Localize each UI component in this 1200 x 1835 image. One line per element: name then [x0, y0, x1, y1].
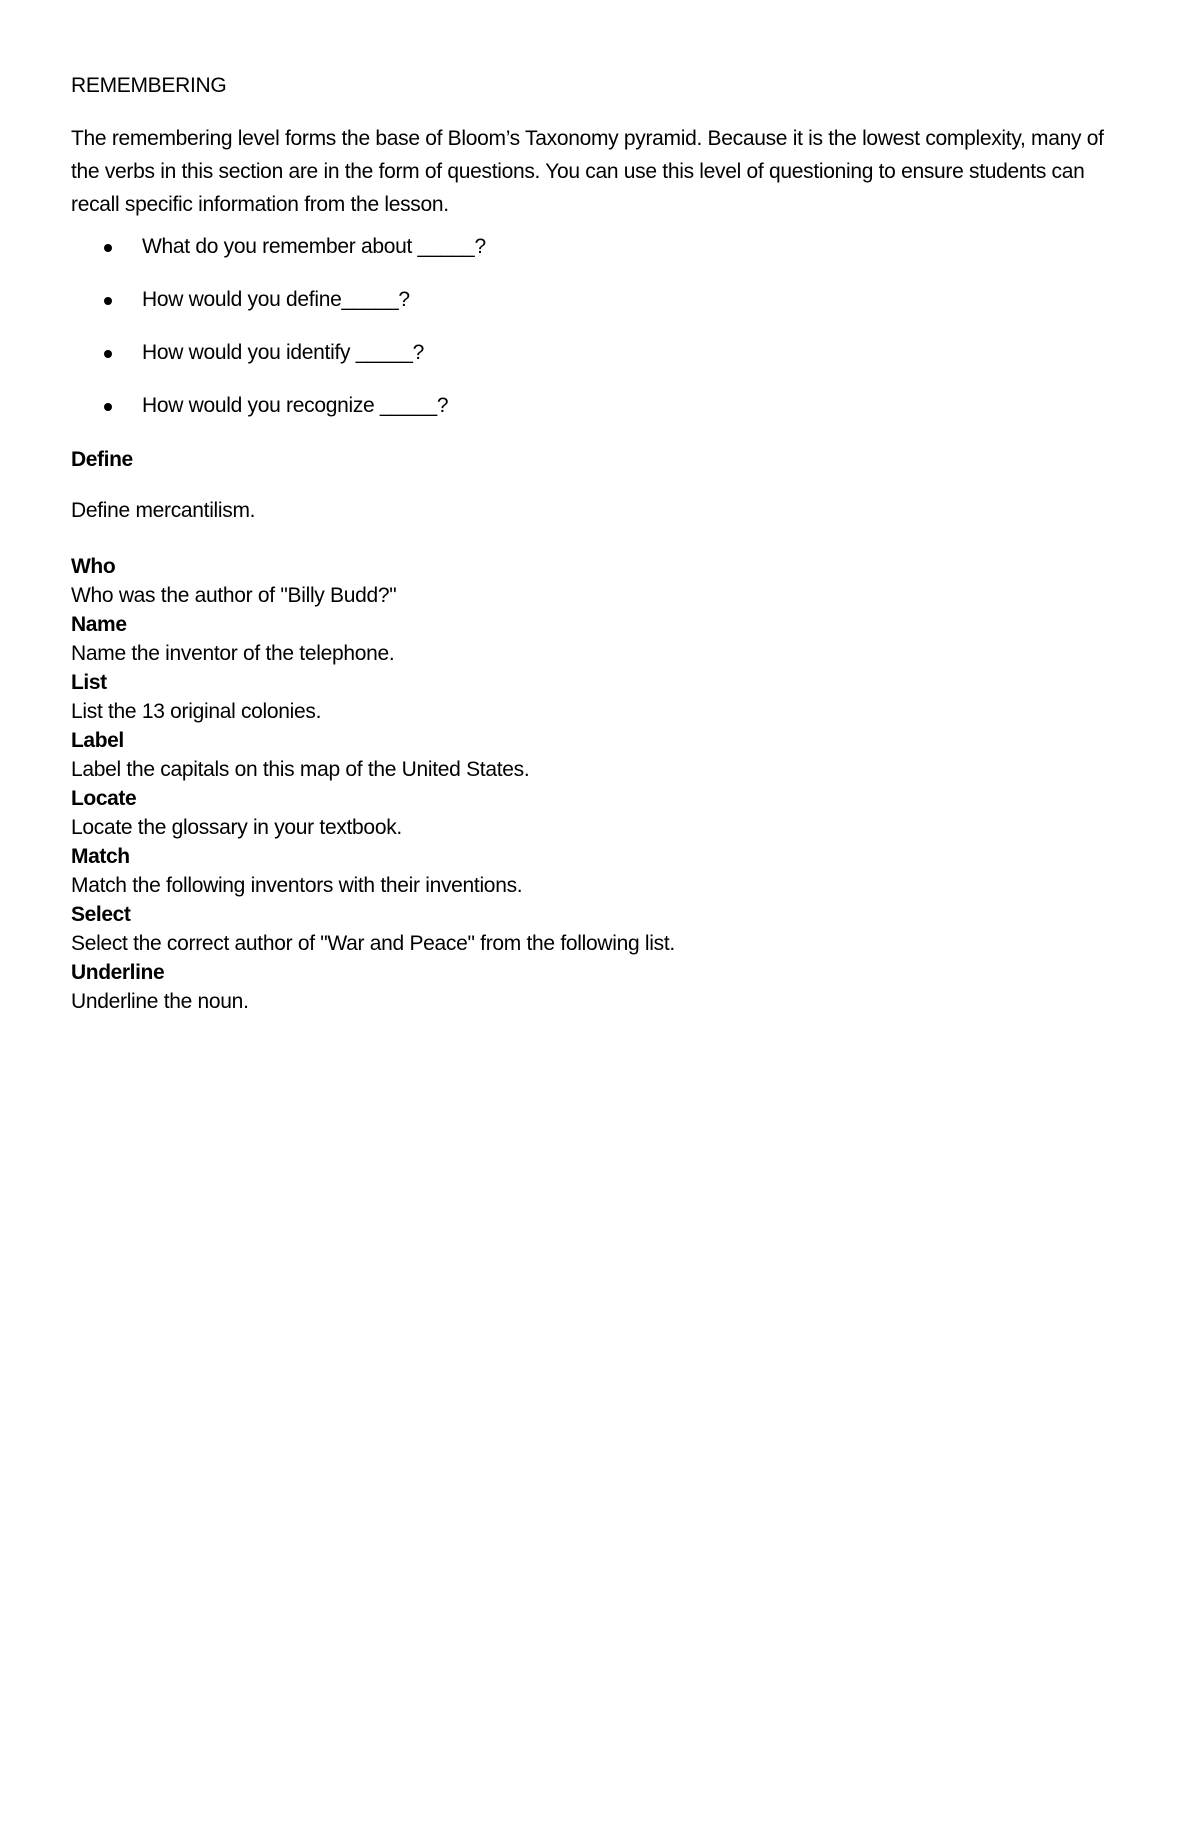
- verb-block: [71, 900, 1130, 958]
- verb-heading: Match: [71, 845, 130, 868]
- verb-heading: Underline: [71, 961, 165, 984]
- verb-example: Locate the glossary in your textbook.: [71, 816, 402, 839]
- verb-example: Define mercantilism.: [71, 499, 256, 522]
- verb-heading: Label: [71, 729, 124, 752]
- question-text: What do you remember about _____?: [142, 235, 486, 258]
- bullet-icon: [104, 297, 112, 305]
- bullet-icon: [104, 244, 112, 252]
- verb-example: Label the capitals on this map of the United States.: [71, 758, 530, 781]
- verb-block: [71, 958, 1130, 1016]
- question-text: How would you define_____?: [142, 288, 410, 311]
- list-item: [71, 286, 1130, 314]
- verb-heading: Locate: [71, 787, 137, 810]
- verb-block: [71, 668, 1130, 726]
- verb-block: [71, 552, 1130, 610]
- section-title: REMEMBERING: [71, 74, 227, 97]
- list-item: [71, 339, 1130, 367]
- verb-block: [71, 842, 1130, 900]
- verb-heading: Name: [71, 613, 127, 636]
- verb-example: Underline the noun.: [71, 990, 249, 1013]
- verb-block: [71, 445, 1130, 525]
- verb-example: Who was the author of "Billy Budd?": [71, 584, 397, 607]
- bullet-icon: [104, 350, 112, 358]
- verb-block: [71, 784, 1130, 842]
- question-text: How would you recognize _____?: [142, 394, 449, 417]
- verb-heading: Select: [71, 903, 131, 926]
- verb-block: [71, 726, 1130, 784]
- verb-block: [71, 610, 1130, 668]
- verb-heading: List: [71, 671, 107, 694]
- verb-example: Select the correct author of "War and Peace" from the following list.: [71, 932, 675, 955]
- verb-example: Name the inventor of the telephone.: [71, 642, 395, 665]
- question-text: How would you identify _____?: [142, 341, 424, 364]
- list-item: [71, 392, 1130, 420]
- verb-list: [71, 445, 1130, 1016]
- verb-example: Match the following inventors with their inventions.: [71, 874, 523, 897]
- verb-heading: Who: [71, 555, 116, 578]
- bullet-icon: [104, 403, 112, 411]
- intro-paragraph: The remembering level forms the base of Bloom’s Taxonomy pyramid. Because it is the lowest complexity, many of the verbs in this section are in the form of questions. You can use this level of questioning to ensure students can recall specific information from the lesson.: [71, 127, 1104, 216]
- verb-example: List the 13 original colonies.: [71, 700, 322, 723]
- question-list: [71, 233, 1130, 420]
- verb-heading: Define: [71, 448, 133, 471]
- list-item: [71, 233, 1130, 261]
